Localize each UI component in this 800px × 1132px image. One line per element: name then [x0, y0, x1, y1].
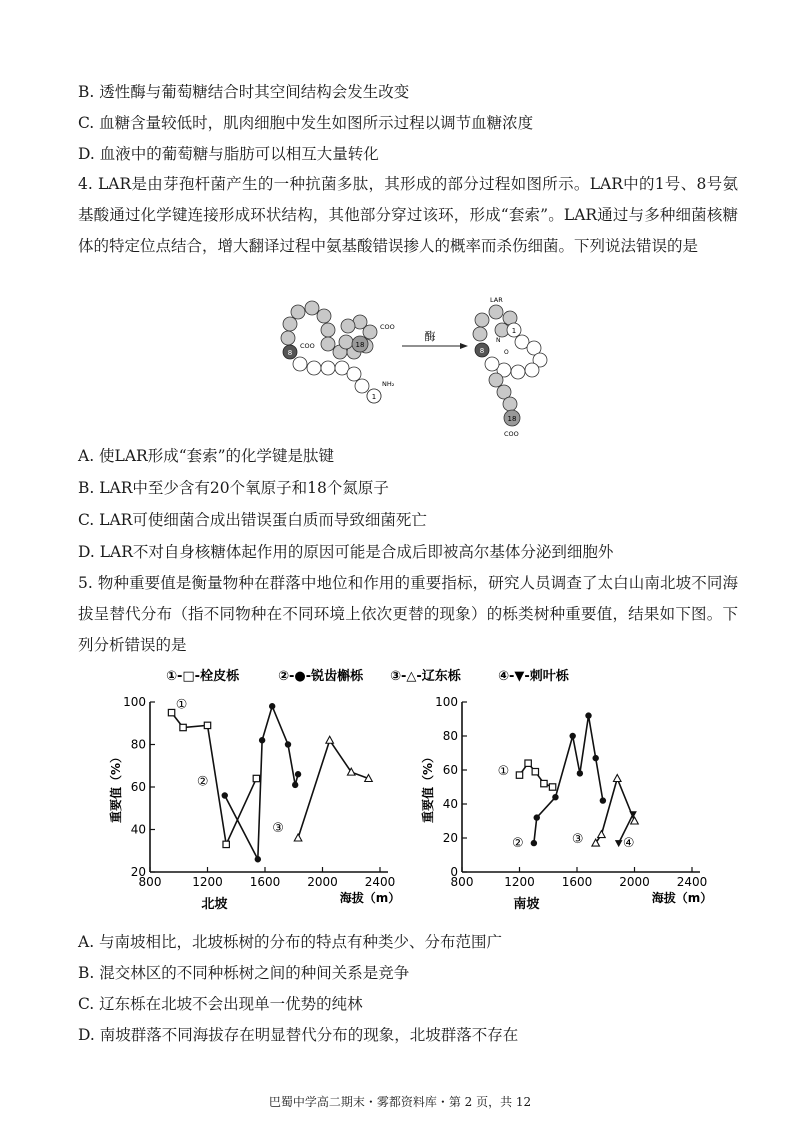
y-axis-label: 重要值（%）	[421, 750, 435, 824]
linear-peptide	[281, 301, 395, 403]
lasso-residue-8-label: 8	[479, 347, 485, 355]
lasso-residue-18-label: 18	[507, 415, 517, 423]
north-slope-chart	[108, 695, 400, 912]
y-tick-label: 80	[442, 729, 458, 743]
series-label-栓皮栎: ①	[175, 697, 188, 713]
y-tick-label: 0	[450, 865, 458, 879]
x-tick-label: 800	[450, 875, 474, 889]
bond-o-label: O	[504, 349, 509, 356]
data-point-栓皮栎	[204, 722, 210, 728]
data-point-栓皮栎	[525, 760, 531, 766]
lar-diagram	[270, 290, 570, 440]
x-tick-label: 2400	[364, 875, 396, 889]
lar-label: LAR	[490, 296, 503, 304]
data-point-锐齿槲栎	[255, 856, 261, 862]
legend-entry-2: ②-●-锐齿槲栎	[278, 669, 364, 684]
data-point-辽东栎	[613, 775, 621, 782]
x-tick-label: 1600	[249, 875, 281, 889]
data-point-栓皮栎	[516, 772, 522, 778]
data-point-栓皮栎	[253, 775, 259, 781]
q3-option-c: C. 血糖含量较低时，肌肉细胞中发生如图所示过程以调节血糖浓度	[78, 114, 534, 132]
south-slope-chart	[420, 695, 712, 912]
series-label-锐齿槲栎: ②	[512, 836, 524, 852]
legend-entry-3: ③-△-辽东栎	[390, 669, 461, 684]
chart-title: 南坡	[513, 897, 540, 912]
x-axis-label: 海拔（m）	[339, 891, 401, 905]
data-point-辽东栎	[326, 736, 334, 743]
data-point-锐齿槲栎	[259, 737, 265, 743]
q4-option-b: B. LAR中至少含有20个氧原子和18个氮原子	[78, 479, 389, 497]
nh2-label: NH₂	[382, 380, 395, 388]
x-tick-label: 1600	[561, 875, 593, 889]
data-point-栓皮栎	[180, 724, 186, 730]
data-point-锐齿槲栎	[577, 770, 583, 776]
data-point-锐齿槲栎	[269, 703, 275, 709]
series-line-辽东栎	[298, 740, 368, 838]
data-point-栓皮栎	[532, 769, 538, 775]
lasso-residue-1-label: 1	[511, 327, 517, 335]
x-tick-label: 1200	[192, 875, 223, 889]
x-tick-label: 2000	[619, 875, 650, 889]
y-tick-label: 20	[130, 865, 146, 879]
series-line-锐齿槲栎	[534, 716, 603, 844]
data-point-锐齿槲栎	[600, 797, 606, 803]
y-tick-label: 40	[130, 822, 146, 837]
data-point-锐齿槲栎	[592, 755, 598, 761]
q4-option-a: A. 使LAR形成“套索”的化学键是肽键	[78, 447, 335, 465]
x-tick-label: 2400	[676, 875, 708, 889]
y-tick-label: 80	[130, 737, 146, 752]
series-label-辽东栎: ③	[272, 821, 284, 836]
lasso-peptide	[473, 296, 547, 438]
series-label-刺叶栎: ④	[622, 836, 635, 852]
y-tick-label: 40	[442, 797, 458, 811]
coo-label-side: COO	[300, 342, 315, 350]
q5-option-b: B. 混交林区的不同种栎树之间的种间关系是竞争	[78, 964, 410, 982]
legend-entry-1: ①-□-栓皮栎	[166, 669, 240, 684]
y-tick-label: 20	[442, 831, 458, 845]
data-point-栓皮栎	[541, 780, 547, 786]
x-tick-label: 2000	[307, 875, 338, 889]
q4-option-d: D. LAR不对自身核糖体起作用的原因可能是合成后即被高尔基体分泌到细胞外	[78, 543, 614, 561]
data-point-锐齿槲栎	[292, 782, 298, 788]
lasso-coo-label: COO	[504, 430, 519, 438]
page-footer: 巴蜀中学高二期末・雾都资料库・第 2 页，共 12	[268, 1095, 532, 1109]
data-point-栓皮栎	[168, 709, 174, 715]
series-line-锐齿槲栎	[225, 706, 298, 859]
oak-importance-charts	[100, 660, 720, 922]
enzyme-label: 酶	[424, 330, 436, 343]
y-tick-label: 60	[130, 780, 146, 794]
q5-option-a: A. 与南坡相比，北坡栎树的分布的特点有种类少、分布范围广	[78, 933, 503, 951]
y-tick-label: 100	[435, 695, 458, 709]
q5-stem: 5. 物种重要值是衡量物种在群落中地位和作用的重要指标，研究人员调查了太白山南北坡不同海拔呈替代分布（指不同物种在不同环境上依次更替的现象）的栎类树种重要值，结果如下图。下列分析错误的是	[78, 574, 738, 654]
series-line-栓皮栎	[172, 713, 257, 845]
chart-title: 北坡	[201, 897, 228, 912]
q4-option-c: C. LAR可使细菌合成出错误蛋白质而导致细菌死亡	[78, 511, 427, 529]
q3-option-d: D. 血液中的葡萄糖与脂肪可以相互大量转化	[78, 145, 379, 163]
y-tick-label: 100	[123, 695, 146, 709]
q3-option-b: B. 透性酶与葡萄糖结合时其空间结构会发生改变	[78, 83, 410, 101]
data-point-辽东栎	[294, 834, 302, 841]
data-point-锐齿槲栎	[552, 794, 558, 800]
data-point-刺叶栎	[615, 840, 623, 847]
data-point-锐齿槲栎	[585, 712, 591, 718]
q4-stem: 4. LAR是由芽孢杆菌产生的一种抗菌多肽，其形成的部分过程如图所示。LAR中的1号、8号氨基酸通过化学键连接形成环状结构，其他部分穿过该环，形成“套索”。LAR通过与多种细菌核糖体的特定位点结合，增大翻译过程中氨基酸错误掺人的概率而杀伤细菌。下列说法错误的是	[78, 175, 738, 255]
bond-n-label: N	[496, 337, 501, 344]
y-axis-label: 重要值（%）	[109, 750, 123, 824]
data-point-锐齿槲栎	[222, 792, 228, 798]
series-label-辽东栎: ③	[571, 832, 584, 848]
y-tick-label: 60	[442, 763, 458, 777]
series-label-栓皮栎: ①	[497, 764, 510, 780]
data-point-锐齿槲栎	[531, 840, 537, 846]
residue-18-label: 18	[355, 341, 365, 349]
data-point-辽东栎	[598, 831, 606, 838]
series-label-锐齿槲栎: ②	[196, 774, 209, 790]
data-point-锐齿槲栎	[295, 771, 301, 777]
data-point-栓皮栎	[223, 841, 229, 847]
q5-option-d: D. 南坡群落不同海拔存在明显替代分布的现象，北坡群落不存在	[78, 1026, 519, 1044]
q5-option-c: C. 辽东栎在北坡不会出现单一优势的纯林	[78, 995, 363, 1013]
data-point-锐齿槲栎	[569, 733, 575, 739]
legend-entry-4: ④-▼-刺叶栎	[498, 669, 569, 684]
coo-label-right: COO	[380, 323, 395, 331]
x-tick-label: 1200	[504, 875, 535, 889]
x-tick-label: 800	[138, 875, 162, 889]
data-point-锐齿槲栎	[534, 814, 540, 820]
residue-1-label: 1	[371, 393, 377, 401]
data-point-锐齿槲栎	[285, 741, 291, 747]
residue-8-label: 8	[287, 349, 293, 357]
chart-legend	[166, 668, 570, 684]
x-axis-label: 海拔（m）	[651, 891, 713, 905]
data-point-刺叶栎	[629, 811, 637, 818]
data-point-栓皮栎	[549, 784, 555, 790]
